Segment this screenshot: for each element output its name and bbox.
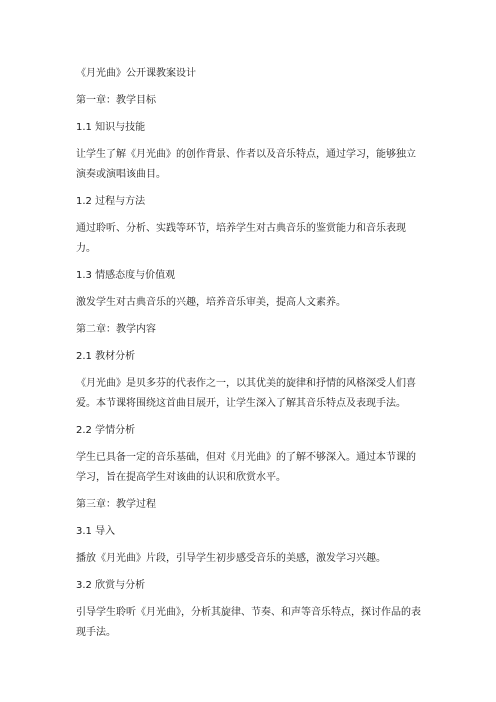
paragraph: 《月光曲》是贝多芬的代表作之一，以其优美的旋律和抒情的风格深受人们喜爱。本节课将围绕这首曲目展开，让学生深入了解其音乐特点及表现手法。 [76, 378, 416, 409]
paragraph: 播放《月光曲》片段，引导学生初步感受音乐的美感，激发学习兴趣。 [76, 553, 386, 564]
section-heading: 1.2 过程与方法 [76, 196, 146, 207]
paragraph: 激发学生对古典音乐的兴趣，培养音乐审美，提高人文素养。 [76, 297, 346, 308]
paragraph: 让学生了解《月光曲》的创作背景、作者以及音乐特点，通过学习，能够独立演奏或演唱该曲目。 [76, 149, 416, 180]
section-heading: 3.2 欣赏与分析 [76, 580, 146, 591]
section-heading: 3.1 导入 [76, 526, 116, 537]
paragraph: 学生已具备一定的音乐基础，但对《月光曲》的了解不够深入。通过本节课的学习，旨在提高学生对该曲的认识和欣赏水平。 [76, 452, 416, 483]
section-heading: 1.1 知识与技能 [76, 122, 146, 133]
chapter-heading: 第三章：教学过程 [76, 499, 156, 510]
chapter-heading: 第二章：教学内容 [76, 324, 156, 335]
chapter-heading: 第一章：教学目标 [76, 95, 156, 106]
section-heading: 1.3 情感态度与价值观 [76, 270, 176, 281]
section-heading: 2.1 教材分析 [76, 351, 136, 362]
document-title: 《月光曲》公开课教案设计 [76, 68, 196, 79]
paragraph: 通过聆听、分析、实践等环节，培养学生对古典音乐的鉴赏能力和音乐表现力。 [76, 223, 406, 254]
section-heading: 2.2 学情分析 [76, 425, 136, 436]
document-body [76, 64, 424, 650]
paragraph: 引导学生聆听《月光曲》，分析其旋律、节奏、和声等音乐特点，探讨作品的表现手法。 [76, 607, 421, 638]
